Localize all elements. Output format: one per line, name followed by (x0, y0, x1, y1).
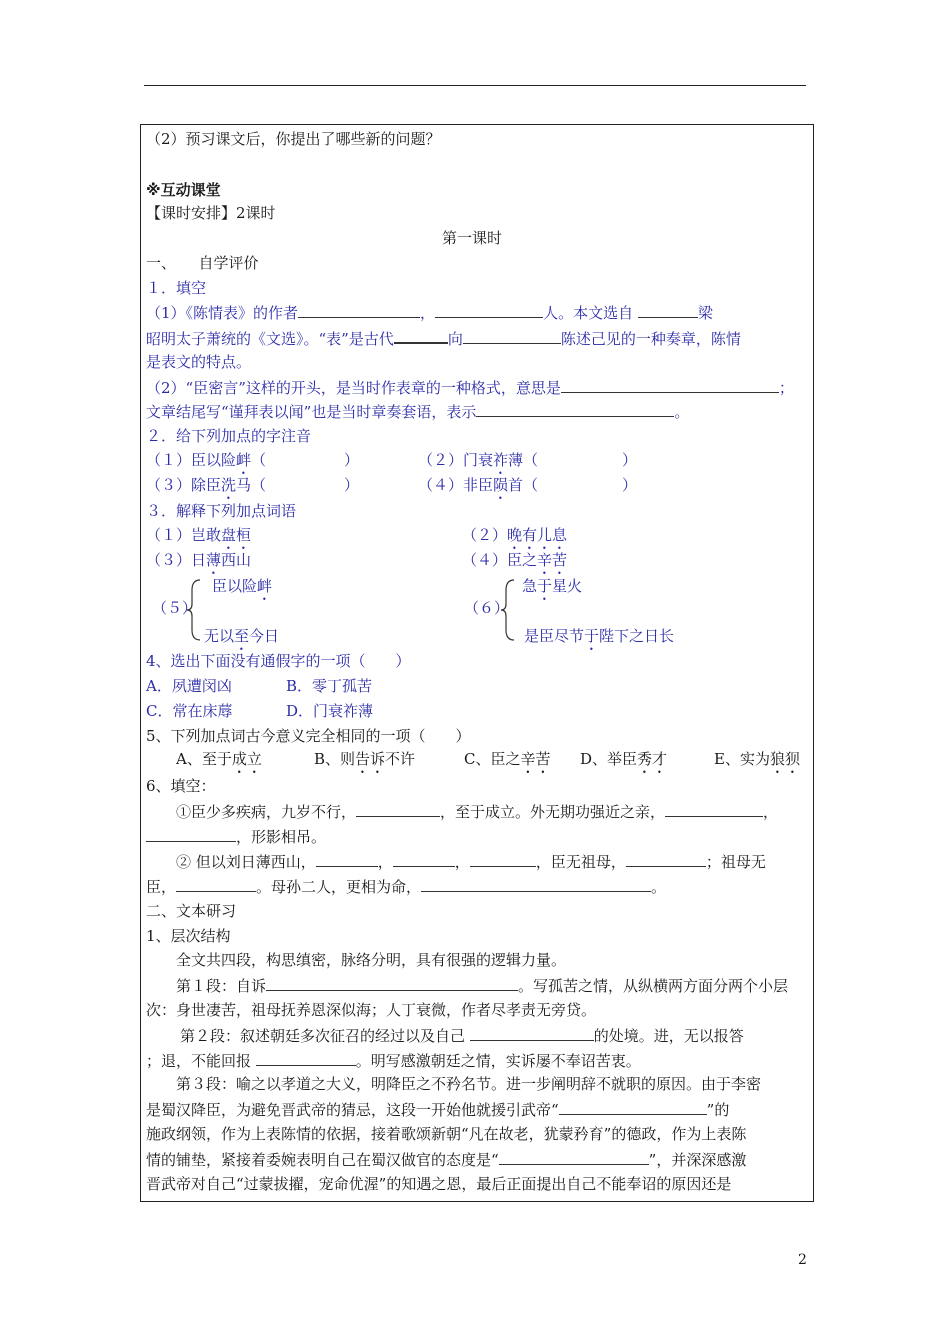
blank[interactable] (316, 851, 378, 867)
s4-option-c: C．常在床蓐 (146, 702, 233, 720)
para3-line5: 晋武帝对自己“过蒙拔擢，宠命优渥”的知遇之恩，最后正面提出自己不能奉诏的原因还是 (146, 1175, 732, 1193)
s2-item-3-close: ） (344, 476, 360, 494)
blank[interactable] (256, 1050, 356, 1066)
s3-item-6-top: 急于星火 (522, 577, 583, 595)
s3-item-5-label: （５） (152, 599, 198, 617)
s4-option-a: A．夙遭闵凶 (146, 677, 232, 695)
blank[interactable] (470, 1025, 594, 1041)
s1-q1-line1: （1）《陈情表》的作者 ， 人。本文选自 梁 (146, 304, 713, 322)
section-heading-interactive: ※互动课堂 (146, 181, 221, 199)
s3-item-2: （２）晚有儿息 (462, 526, 568, 544)
blank[interactable] (559, 1099, 707, 1115)
brace-5 (186, 578, 202, 642)
part-2-heading: 二、文本研习 (146, 902, 237, 920)
structure-title: 1、层次结构 (146, 927, 231, 945)
s1-q1-line2: 昭明太子萧统的《文选》。“表”是古代 向 陈述己见的一种奏章，陈情 (146, 327, 741, 349)
blank[interactable] (176, 876, 256, 892)
blank[interactable] (356, 801, 440, 817)
header-rule (144, 85, 806, 86)
s2-item-1-close: ） (344, 451, 360, 469)
para2-line2: ；退，不能回报 。明写感激朝廷之情，实诉屡不奉诏苦衷。 (146, 1052, 641, 1070)
blank[interactable] (298, 302, 420, 318)
blank[interactable] (393, 851, 455, 867)
s2-item-1: （１）臣以险衅（ (146, 451, 267, 469)
brace-6 (500, 578, 516, 642)
s3-title: ３．解释下列加点词语 (146, 502, 297, 520)
s1-q2-line1: （2）“臣密言”这样的开头，是当时作表章的一种格式，意思是 ； (146, 379, 794, 397)
s4-title: 4、选出下面没有通假字的一项（ ） (146, 652, 411, 670)
s6-item-1-line2: ，形影相吊。 (146, 826, 326, 847)
s5-option-e: E、实为狼狈 (714, 750, 800, 768)
s2-item-2: （２）门衰祚薄（ (418, 451, 539, 469)
para3-line4: 情的铺垫，紧接着委婉表明自己在蜀汉做官的态度是“ ”，并深深感激 (146, 1151, 747, 1169)
schedule-line: 【课时安排】2课时 (146, 204, 276, 222)
s5-option-a: A、至于成立 (176, 750, 262, 768)
s5-option-c: C、臣之辛苦 (464, 750, 551, 768)
s2-item-4-close: ） (622, 476, 638, 494)
blank[interactable] (476, 401, 674, 417)
lesson-title: 第一课时 (442, 229, 503, 247)
blank[interactable] (665, 801, 763, 817)
s2-item-2-close: ） (622, 451, 638, 469)
s6-title: 6、填空： (146, 777, 216, 795)
s3-item-6-bottom: 是臣尽节于陛下之日长 (524, 627, 675, 645)
part-1-heading: 一、 自学评价 (146, 254, 259, 272)
s6-item-2-line2: 臣， 。母孙二人，更相为命， 。 (146, 878, 667, 896)
s3-item-5-bottom: 无以至今日 (204, 627, 280, 645)
s6-item-2-line1: ② 但以刘日薄西山， ， ， ，臣无祖母， ；祖母无 (176, 853, 766, 871)
blank[interactable] (146, 826, 236, 842)
s3-item-6-label: （６） (464, 599, 510, 617)
para1-line2: 次：身世凄苦，祖母抚养恩深似海；人丁衰微，作者尽孝责无旁贷。 (146, 1001, 597, 1019)
para3-line2: 是蜀汉降臣，为避免晋武帝的猜忌，这段一开始他就援引武帝“ ”的 (146, 1101, 730, 1119)
preview-question: （2）预习课文后，你提出了哪些新的问题？ (146, 130, 441, 148)
s4-option-d: D．门衰祚薄 (286, 702, 374, 720)
s5-option-d: D、举臣秀才 (580, 750, 668, 768)
s4-option-b: B．零丁孤苦 (286, 677, 373, 695)
para2-line1: 第２段：叙述朝廷多次征召的经过以及自己 的处境。进，无以报答 (180, 1027, 744, 1045)
blank[interactable] (463, 328, 561, 344)
s6-item-1-line1: ①臣少多疾病，九岁不行， ，至于成立。外无期功强近之亲， ， (176, 803, 779, 821)
s2-item-3: （３）除臣洗马（ (146, 476, 267, 494)
para3-line3: 施政纲领，作为上表陈情的依据，接着歌颂新朝“凡在故老，犹蒙矜育”的德政，作为上表陈 (146, 1125, 747, 1143)
s1-q2-line2: 文章结尾写“谨拜表以闻”也是当时章奏套语，表示 。 (146, 403, 690, 421)
s3-item-1: （１）岂敢盘桓 (146, 526, 252, 544)
structure-intro: 全文共四段，构思缜密，脉络分明，具有很强的逻辑力量。 (176, 951, 567, 969)
page-number: 2 (798, 1252, 807, 1268)
s2-item-4: （４）非臣陨首（ (418, 476, 539, 494)
s3-item-4: （４）臣之辛苦 (462, 551, 568, 569)
s3-item-3: （３）日薄西山 (146, 551, 252, 569)
blank[interactable] (266, 975, 518, 991)
s2-title: ２．给下列加点的字注音 (146, 427, 312, 445)
blank[interactable] (421, 876, 651, 892)
blank[interactable] (499, 1149, 649, 1165)
para3-line1: 第３段：喻之以孝道之大义，明降臣之不矜名节。进一步阐明辞不就职的原因。由于李密 (176, 1075, 762, 1093)
s5-title: 5、下列加点词古今意义完全相同的一项（ ） (146, 727, 471, 745)
blank[interactable] (626, 851, 706, 867)
s3-item-5-top: 臣以险衅 (212, 577, 273, 595)
s1-q1-line3: 是表文的特点。 (146, 353, 252, 371)
blank[interactable] (435, 302, 543, 318)
para1-line1: 第１段：自诉 。写孤苦之情，从纵横两方面分两个小层 (176, 977, 789, 995)
blank[interactable] (561, 377, 779, 393)
blank[interactable] (470, 851, 536, 867)
blank[interactable] (638, 302, 698, 318)
s5-option-b: B、则告诉不许 (314, 750, 416, 768)
s1-title: １．填空 (146, 279, 207, 297)
blank[interactable] (394, 327, 448, 344)
